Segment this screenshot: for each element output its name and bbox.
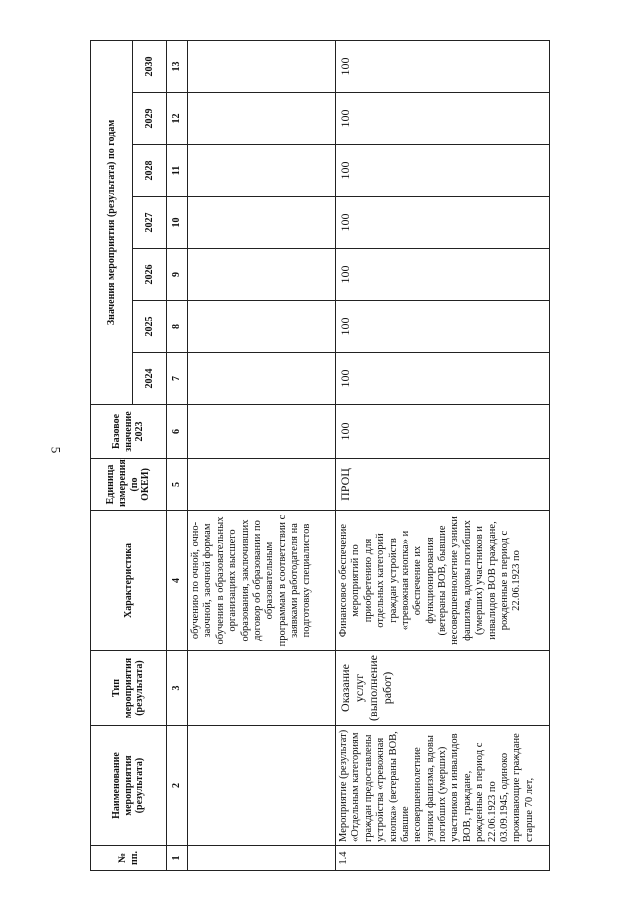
cell-num (188, 845, 336, 870)
header-year: 2026 (133, 248, 167, 300)
header-base: Базовое значение 2023 (91, 404, 167, 458)
header-year: 2025 (133, 300, 167, 352)
cell-num: 1.4 (336, 845, 550, 870)
table-row (188, 40, 336, 870)
column-number: 1 (167, 845, 188, 870)
column-number: 9 (167, 248, 188, 300)
column-number: 13 (167, 40, 188, 92)
cell-unit (188, 458, 336, 510)
cell-base (188, 404, 336, 458)
cell-value (188, 92, 336, 144)
column-number: 3 (167, 650, 188, 725)
cell-base: 100 (336, 404, 550, 458)
cell-type (188, 650, 336, 725)
header-year: 2030 (133, 40, 167, 92)
header-unit: Единица измерения (по ОКЕИ) (91, 458, 167, 510)
header-num: № пп. (91, 845, 167, 870)
header-year: 2028 (133, 144, 167, 196)
page-number: 5 (48, 446, 64, 454)
cell-value: 100 (336, 144, 550, 196)
column-number: 4 (167, 510, 188, 650)
cell-name: Мероприятие (результат) «Отдельным категориям граждан предоставлены устройства «тревожная кнопка» (ветераны ВОВ, бывшие несовершеннолетние узники фашизма, вдовы погибших (умерших) участников и инвалидов ВОВ, граждане, рожденные в период с 22.06.1923 по 03.09.1945, одиноко проживающие граждане старше 70 лет, (336, 725, 550, 845)
column-number: 7 (167, 352, 188, 404)
cell-type: Оказание услуг (выполнение работ) (336, 650, 550, 725)
cell-value: 100 (336, 300, 550, 352)
header-year: 2029 (133, 92, 167, 144)
cell-value: 100 (336, 352, 550, 404)
column-number: 2 (167, 725, 188, 845)
measures-table (90, 39, 550, 870)
rotated-table-wrapper (90, 41, 550, 871)
header-year: 2027 (133, 196, 167, 248)
column-numbers-row (167, 40, 188, 870)
cell-value (188, 352, 336, 404)
header-year: 2024 (133, 352, 167, 404)
cell-characteristic: обучению по очной, очно-заочной, заочной формам обучения в образовательных организациях высшего образования, заключивших договор об образовании по образовательным программам в соответствии с заявками работодателя на подготовку специалистов (188, 510, 336, 650)
cell-value (188, 144, 336, 196)
cell-value (188, 196, 336, 248)
cell-unit: ПРОЦ (336, 458, 550, 510)
cell-name (188, 725, 336, 845)
cell-value (188, 300, 336, 352)
cell-value (188, 248, 336, 300)
cell-characteristic: Финансовое обеспечение мероприятий по приобретению для отдельных категорий граждан устройств «тревожная кнопка» и обеспечение их функционирования (ветераны ВОВ, бывшие несовершеннолетние узники фашизма, вдовы погибших (умерших) участников и инвалидов ВОВ граждане, рожденные в период с 22.06.1923 по (336, 510, 550, 650)
table-row (336, 40, 550, 870)
header-values-group: Значения мероприятия (результата) по годам (91, 40, 133, 404)
column-number: 12 (167, 92, 188, 144)
header-name: Наименование мероприятия (результата) (91, 725, 167, 845)
cell-value: 100 (336, 248, 550, 300)
header-type: Тип мероприятия (результата) (91, 650, 167, 725)
column-number: 6 (167, 404, 188, 458)
cell-value: 100 (336, 40, 550, 92)
cell-value: 100 (336, 92, 550, 144)
column-number: 8 (167, 300, 188, 352)
cell-value: 100 (336, 196, 550, 248)
column-number: 10 (167, 196, 188, 248)
cell-value (188, 40, 336, 92)
column-number: 11 (167, 144, 188, 196)
column-number: 5 (167, 458, 188, 510)
header-characteristic: Характеристика (91, 510, 167, 650)
